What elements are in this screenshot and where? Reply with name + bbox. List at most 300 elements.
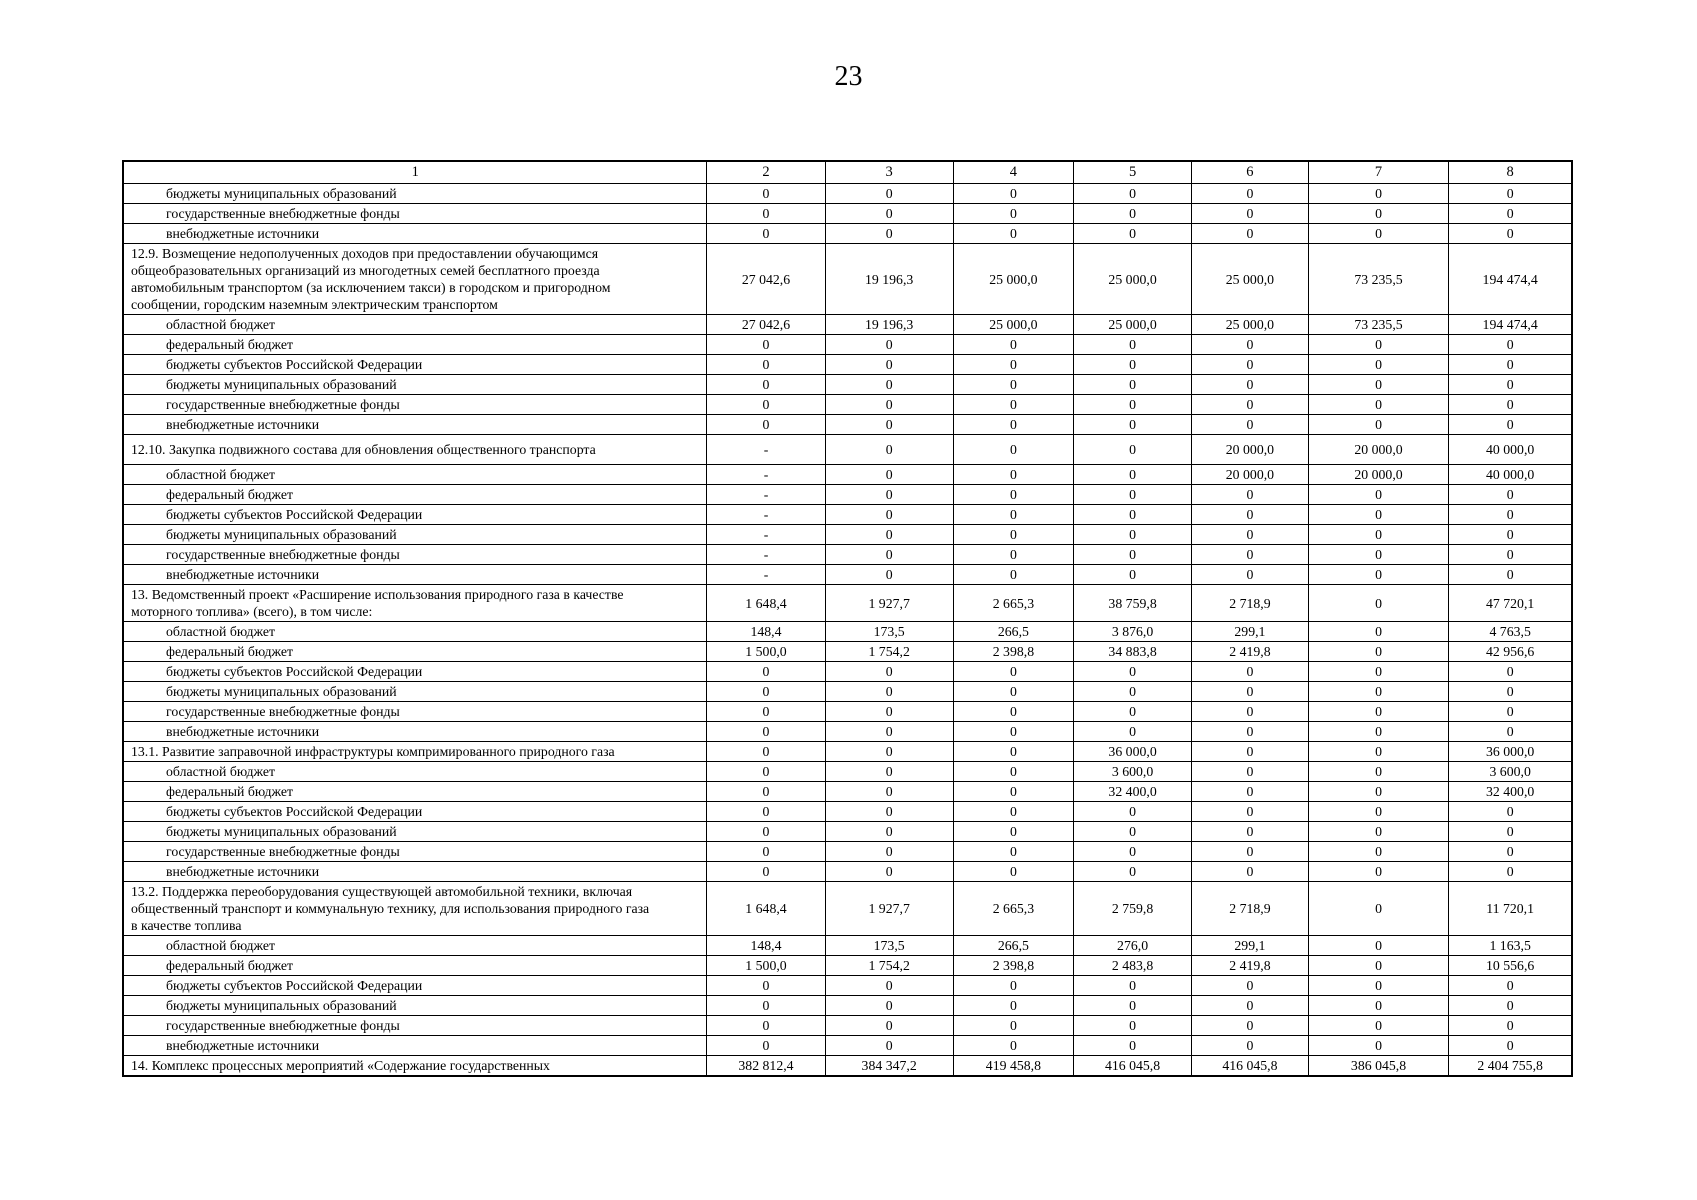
value-cell: 0 xyxy=(1074,996,1192,1016)
value-cell: 0 xyxy=(825,204,953,224)
value-cell: 0 xyxy=(1308,335,1449,355)
value-cell: 0 xyxy=(825,862,953,882)
value-cell: 0 xyxy=(707,702,825,722)
value-cell: 0 xyxy=(1308,956,1449,976)
value-cell: 0 xyxy=(1308,782,1449,802)
budget-source-row xyxy=(123,662,1572,682)
value-cell: 148,4 xyxy=(707,936,825,956)
value-cell: 27 042,6 xyxy=(707,315,825,335)
value-cell: 0 xyxy=(1308,682,1449,702)
value-cell: 1 163,5 xyxy=(1449,936,1572,956)
value-cell: 0 xyxy=(953,565,1073,585)
value-cell: 0 xyxy=(953,415,1073,435)
value-cell: 36 000,0 xyxy=(1449,742,1572,762)
value-cell: 0 xyxy=(1449,204,1572,224)
value-cell: 0 xyxy=(825,976,953,996)
value-cell: 386 045,8 xyxy=(1308,1056,1449,1077)
value-cell: 0 xyxy=(1308,662,1449,682)
value-cell: 0 xyxy=(953,335,1073,355)
budget-source-row xyxy=(123,802,1572,822)
row-label: областной бюджет xyxy=(123,465,707,485)
value-cell: - xyxy=(707,485,825,505)
budget-source-row xyxy=(123,642,1572,662)
row-label: внебюджетные источники xyxy=(123,862,707,882)
value-cell: 1 648,4 xyxy=(707,882,825,936)
value-cell: 0 xyxy=(1308,842,1449,862)
value-cell: 0 xyxy=(953,465,1073,485)
budget-source-row xyxy=(123,505,1572,525)
value-cell: 0 xyxy=(1074,862,1192,882)
column-number-header: 1 xyxy=(123,161,707,184)
value-cell: 0 xyxy=(1308,996,1449,1016)
row-label: 13.1. Развитие заправочной инфраструктуры компримированного природного газа xyxy=(123,742,707,762)
budget-source-row xyxy=(123,315,1572,335)
row-label: областной бюджет xyxy=(123,762,707,782)
value-cell: 266,5 xyxy=(953,622,1073,642)
value-cell: 0 xyxy=(1449,485,1572,505)
value-cell: 0 xyxy=(1449,375,1572,395)
value-cell: 0 xyxy=(1074,802,1192,822)
value-cell: 0 xyxy=(1074,465,1192,485)
row-label: бюджеты субъектов Российской Федерации xyxy=(123,976,707,996)
budget-source-row xyxy=(123,822,1572,842)
value-cell: 1 927,7 xyxy=(825,882,953,936)
value-cell: 0 xyxy=(707,355,825,375)
row-label: бюджеты муниципальных образований xyxy=(123,375,707,395)
value-cell: 0 xyxy=(1308,1036,1449,1056)
value-cell: 0 xyxy=(1074,395,1192,415)
value-cell: 0 xyxy=(1308,204,1449,224)
value-cell: 0 xyxy=(1192,1016,1309,1036)
value-cell: 0 xyxy=(1192,822,1309,842)
value-cell: 0 xyxy=(953,525,1073,545)
value-cell: 0 xyxy=(1449,525,1572,545)
row-label: бюджеты муниципальных образований xyxy=(123,682,707,702)
value-cell: 0 xyxy=(1192,1036,1309,1056)
value-cell: 0 xyxy=(1192,395,1309,415)
value-cell: 0 xyxy=(1308,742,1449,762)
row-label: 12.9. Возмещение недополученных доходов при предоставлении обучающимся общеобразовательных организаций из многодетных семей бесплатного проезда автомобильным транспортом (за исключением такси) в городском и пригородном сообщении, городским наземным электрическим транспортом xyxy=(123,244,707,315)
budget-source-row xyxy=(123,395,1572,415)
row-label: внебюджетные источники xyxy=(123,722,707,742)
value-cell: 1 500,0 xyxy=(707,956,825,976)
value-cell: 0 xyxy=(1192,702,1309,722)
value-cell: 0 xyxy=(953,996,1073,1016)
value-cell: 0 xyxy=(1308,395,1449,415)
value-cell: 0 xyxy=(1074,355,1192,375)
row-label: бюджеты субъектов Российской Федерации xyxy=(123,355,707,375)
value-cell: 0 xyxy=(953,662,1073,682)
value-cell: 0 xyxy=(1308,822,1449,842)
value-cell: 0 xyxy=(1449,702,1572,722)
value-cell: 416 045,8 xyxy=(1192,1056,1309,1077)
value-cell: 11 720,1 xyxy=(1449,882,1572,936)
value-cell: 0 xyxy=(1449,802,1572,822)
value-cell: 0 xyxy=(825,545,953,565)
value-cell: 25 000,0 xyxy=(1074,244,1192,315)
value-cell: 0 xyxy=(707,682,825,702)
row-label: бюджеты муниципальных образований xyxy=(123,525,707,545)
value-cell: 0 xyxy=(953,862,1073,882)
value-cell: 0 xyxy=(707,722,825,742)
value-cell: 0 xyxy=(825,1016,953,1036)
value-cell: 25 000,0 xyxy=(953,315,1073,335)
value-cell: 0 xyxy=(1449,224,1572,244)
value-cell: 2 483,8 xyxy=(1074,956,1192,976)
value-cell: 0 xyxy=(1192,335,1309,355)
value-cell: 2 759,8 xyxy=(1074,882,1192,936)
value-cell: 0 xyxy=(953,204,1073,224)
row-label: бюджеты субъектов Российской Федерации xyxy=(123,802,707,822)
budget-source-row xyxy=(123,545,1572,565)
value-cell: 0 xyxy=(953,682,1073,702)
value-cell: 0 xyxy=(953,842,1073,862)
value-cell: 0 xyxy=(953,1036,1073,1056)
row-label: федеральный бюджет xyxy=(123,642,707,662)
value-cell: 40 000,0 xyxy=(1449,435,1572,465)
value-cell: 0 xyxy=(707,662,825,682)
value-cell: 0 xyxy=(1192,184,1309,204)
row-label: 14. Комплекс процессных мероприятий «Содержание государственных xyxy=(123,1056,707,1077)
value-cell: 1 754,2 xyxy=(825,642,953,662)
row-label: внебюджетные источники xyxy=(123,415,707,435)
value-cell: 0 xyxy=(953,184,1073,204)
value-cell: 0 xyxy=(1192,976,1309,996)
value-cell: 2 419,8 xyxy=(1192,642,1309,662)
value-cell: 47 720,1 xyxy=(1449,585,1572,622)
budget-source-row xyxy=(123,782,1572,802)
value-cell: 266,5 xyxy=(953,936,1073,956)
value-cell: 25 000,0 xyxy=(1192,244,1309,315)
budget-source-row xyxy=(123,485,1572,505)
value-cell: 0 xyxy=(707,996,825,1016)
row-label: государственные внебюджетные фонды xyxy=(123,842,707,862)
value-cell: 0 xyxy=(1449,1036,1572,1056)
value-cell: 2 419,8 xyxy=(1192,956,1309,976)
value-cell: 0 xyxy=(707,1016,825,1036)
value-cell: 0 xyxy=(1074,505,1192,525)
value-cell: 382 812,4 xyxy=(707,1056,825,1077)
value-cell: 0 xyxy=(953,435,1073,465)
value-cell: 0 xyxy=(1192,545,1309,565)
value-cell: 2 404 755,8 xyxy=(1449,1056,1572,1077)
value-cell: 0 xyxy=(1192,375,1309,395)
value-cell: 0 xyxy=(1192,722,1309,742)
value-cell: 0 xyxy=(825,435,953,465)
value-cell: 0 xyxy=(1074,375,1192,395)
value-cell: 0 xyxy=(1449,565,1572,585)
value-cell: 0 xyxy=(953,702,1073,722)
value-cell: 0 xyxy=(1449,722,1572,742)
program-item-row xyxy=(123,1056,1572,1077)
value-cell: 0 xyxy=(1192,682,1309,702)
row-label: государственные внебюджетные фонды xyxy=(123,204,707,224)
value-cell: 0 xyxy=(1308,1016,1449,1036)
value-cell: 148,4 xyxy=(707,622,825,642)
column-number-header: 7 xyxy=(1308,161,1449,184)
row-label: федеральный бюджет xyxy=(123,335,707,355)
value-cell: 1 754,2 xyxy=(825,956,953,976)
value-cell: 0 xyxy=(825,184,953,204)
value-cell: 0 xyxy=(707,204,825,224)
value-cell: 42 956,6 xyxy=(1449,642,1572,662)
value-cell: 0 xyxy=(825,742,953,762)
value-cell: 0 xyxy=(1308,375,1449,395)
budget-source-row xyxy=(123,1036,1572,1056)
value-cell: 0 xyxy=(1449,862,1572,882)
value-cell: 0 xyxy=(825,335,953,355)
program-item-row xyxy=(123,882,1572,936)
value-cell: 0 xyxy=(1449,545,1572,565)
value-cell: 19 196,3 xyxy=(825,315,953,335)
value-cell: 20 000,0 xyxy=(1192,435,1309,465)
value-cell: 0 xyxy=(707,184,825,204)
value-cell: 40 000,0 xyxy=(1449,465,1572,485)
value-cell: 0 xyxy=(953,505,1073,525)
value-cell: 25 000,0 xyxy=(953,244,1073,315)
page-number: 23 xyxy=(834,61,863,92)
value-cell: 2 665,3 xyxy=(953,585,1073,622)
value-cell: 0 xyxy=(825,375,953,395)
value-cell: 0 xyxy=(1449,822,1572,842)
value-cell: 2 718,9 xyxy=(1192,882,1309,936)
row-label: 13.2. Поддержка переоборудования существующей автомобильной техники, включая общественный транспорт и коммунальную технику, для использования природного газа в качестве топлива xyxy=(123,882,707,936)
value-cell: 19 196,3 xyxy=(825,244,953,315)
row-label: областной бюджет xyxy=(123,315,707,335)
value-cell: 0 xyxy=(1449,1016,1572,1036)
value-cell: 0 xyxy=(1192,762,1309,782)
value-cell: - xyxy=(707,525,825,545)
value-cell: 0 xyxy=(953,224,1073,244)
value-cell: 0 xyxy=(1074,1036,1192,1056)
value-cell: 2 398,8 xyxy=(953,642,1073,662)
value-cell: 0 xyxy=(1449,395,1572,415)
value-cell: 0 xyxy=(707,822,825,842)
value-cell: 0 xyxy=(707,335,825,355)
budget-source-row xyxy=(123,1016,1572,1036)
value-cell: 0 xyxy=(825,722,953,742)
value-cell: - xyxy=(707,505,825,525)
column-number-header-row xyxy=(123,161,1572,184)
row-label: государственные внебюджетные фонды xyxy=(123,395,707,415)
value-cell: 0 xyxy=(1308,224,1449,244)
value-cell: 0 xyxy=(1074,565,1192,585)
value-cell: 0 xyxy=(1308,505,1449,525)
program-item-row xyxy=(123,585,1572,622)
value-cell: 73 235,5 xyxy=(1308,315,1449,335)
value-cell: 384 347,2 xyxy=(825,1056,953,1077)
value-cell: 194 474,4 xyxy=(1449,315,1572,335)
budget-source-row xyxy=(123,762,1572,782)
value-cell: 0 xyxy=(1449,335,1572,355)
value-cell: 0 xyxy=(1449,842,1572,862)
value-cell: 0 xyxy=(825,996,953,1016)
value-cell: - xyxy=(707,565,825,585)
row-label: государственные внебюджетные фонды xyxy=(123,545,707,565)
value-cell: 0 xyxy=(1192,565,1309,585)
value-cell: 0 xyxy=(825,355,953,375)
value-cell: 3 876,0 xyxy=(1074,622,1192,642)
value-cell: 1 927,7 xyxy=(825,585,953,622)
value-cell: 3 600,0 xyxy=(1074,762,1192,782)
value-cell: 0 xyxy=(1308,355,1449,375)
row-label: внебюджетные источники xyxy=(123,1036,707,1056)
value-cell: 0 xyxy=(1192,662,1309,682)
value-cell: 0 xyxy=(1192,742,1309,762)
budget-table xyxy=(122,160,1573,1077)
value-cell: 0 xyxy=(953,976,1073,996)
value-cell: 0 xyxy=(1308,762,1449,782)
value-cell: 0 xyxy=(1074,722,1192,742)
value-cell: 0 xyxy=(1074,682,1192,702)
value-cell: 0 xyxy=(825,525,953,545)
value-cell: 0 xyxy=(1192,842,1309,862)
value-cell: 0 xyxy=(1308,802,1449,822)
budget-source-row xyxy=(123,224,1572,244)
value-cell: 38 759,8 xyxy=(1074,585,1192,622)
row-label: бюджеты субъектов Российской Федерации xyxy=(123,662,707,682)
value-cell: 32 400,0 xyxy=(1449,782,1572,802)
value-cell: 0 xyxy=(1308,976,1449,996)
budget-source-row xyxy=(123,184,1572,204)
value-cell: 0 xyxy=(953,375,1073,395)
value-cell: 0 xyxy=(707,762,825,782)
value-cell: 0 xyxy=(1192,996,1309,1016)
value-cell: 0 xyxy=(953,802,1073,822)
value-cell: 0 xyxy=(707,395,825,415)
value-cell: 0 xyxy=(1308,862,1449,882)
row-label: 13. Ведомственный проект «Расширение использования природного газа в качестве моторного топлива» (всего), в том числе: xyxy=(123,585,707,622)
value-cell: 0 xyxy=(825,822,953,842)
value-cell: 0 xyxy=(825,465,953,485)
value-cell: 0 xyxy=(825,802,953,822)
value-cell: 0 xyxy=(1074,335,1192,355)
value-cell: 0 xyxy=(1449,976,1572,996)
value-cell: 0 xyxy=(1308,565,1449,585)
value-cell: 4 763,5 xyxy=(1449,622,1572,642)
value-cell: 0 xyxy=(953,782,1073,802)
value-cell: 0 xyxy=(1192,505,1309,525)
value-cell: 0 xyxy=(825,505,953,525)
value-cell: 0 xyxy=(707,862,825,882)
program-item-row xyxy=(123,742,1572,762)
value-cell: 0 xyxy=(1192,415,1309,435)
value-cell: - xyxy=(707,435,825,465)
value-cell: 0 xyxy=(825,1036,953,1056)
value-cell: 25 000,0 xyxy=(1074,315,1192,335)
value-cell: 0 xyxy=(1074,184,1192,204)
column-number-header: 3 xyxy=(825,161,953,184)
row-label: 12.10. Закупка подвижного состава для обновления общественного транспорта xyxy=(123,435,707,465)
value-cell: 0 xyxy=(1308,622,1449,642)
budget-source-row xyxy=(123,862,1572,882)
value-cell: 25 000,0 xyxy=(1192,315,1309,335)
value-cell: 0 xyxy=(1074,224,1192,244)
value-cell: 0 xyxy=(1074,204,1192,224)
value-cell: 0 xyxy=(1192,802,1309,822)
row-label: внебюджетные источники xyxy=(123,224,707,244)
budget-source-row xyxy=(123,722,1572,742)
budget-source-row xyxy=(123,335,1572,355)
value-cell: 0 xyxy=(1074,702,1192,722)
value-cell: 194 474,4 xyxy=(1449,244,1572,315)
value-cell: 0 xyxy=(707,1036,825,1056)
value-cell: 0 xyxy=(1449,415,1572,435)
value-cell: 0 xyxy=(1308,585,1449,622)
value-cell: 0 xyxy=(825,485,953,505)
value-cell: 0 xyxy=(825,565,953,585)
value-cell: 0 xyxy=(1074,485,1192,505)
value-cell: 0 xyxy=(825,782,953,802)
value-cell: 0 xyxy=(707,375,825,395)
value-cell: 0 xyxy=(953,762,1073,782)
value-cell: 0 xyxy=(825,662,953,682)
value-cell: 0 xyxy=(707,742,825,762)
value-cell: 0 xyxy=(1308,702,1449,722)
value-cell: 0 xyxy=(1192,525,1309,545)
row-label: областной бюджет xyxy=(123,936,707,956)
value-cell: 0 xyxy=(1074,976,1192,996)
value-cell: 10 556,6 xyxy=(1449,956,1572,976)
value-cell: 0 xyxy=(1074,415,1192,435)
budget-source-row xyxy=(123,204,1572,224)
row-label: бюджеты муниципальных образований xyxy=(123,822,707,842)
value-cell: 0 xyxy=(1074,525,1192,545)
value-cell: 0 xyxy=(825,702,953,722)
value-cell: 0 xyxy=(1308,722,1449,742)
column-number-header: 5 xyxy=(1074,161,1192,184)
value-cell: 0 xyxy=(1192,485,1309,505)
value-cell: 1 648,4 xyxy=(707,585,825,622)
value-cell: 0 xyxy=(953,822,1073,842)
value-cell: 0 xyxy=(1192,782,1309,802)
value-cell: 1 500,0 xyxy=(707,642,825,662)
value-cell: 0 xyxy=(953,485,1073,505)
value-cell: 0 xyxy=(825,395,953,415)
value-cell: 0 xyxy=(707,842,825,862)
value-cell: 0 xyxy=(1308,642,1449,662)
budget-source-row xyxy=(123,355,1572,375)
row-label: федеральный бюджет xyxy=(123,782,707,802)
value-cell: 0 xyxy=(825,682,953,702)
value-cell: 173,5 xyxy=(825,622,953,642)
value-cell: 0 xyxy=(1449,682,1572,702)
value-cell: 0 xyxy=(1074,842,1192,862)
value-cell: 0 xyxy=(1074,435,1192,465)
budget-source-row xyxy=(123,525,1572,545)
budget-source-row xyxy=(123,565,1572,585)
value-cell: 0 xyxy=(825,762,953,782)
value-cell: 3 600,0 xyxy=(1449,762,1572,782)
budget-source-row xyxy=(123,415,1572,435)
program-item-row xyxy=(123,244,1572,315)
value-cell: 0 xyxy=(825,224,953,244)
value-cell: 27 042,6 xyxy=(707,244,825,315)
budget-source-row xyxy=(123,702,1572,722)
value-cell: 419 458,8 xyxy=(953,1056,1073,1077)
value-cell: 416 045,8 xyxy=(1074,1056,1192,1077)
row-label: бюджеты муниципальных образований xyxy=(123,996,707,1016)
value-cell: 20 000,0 xyxy=(1192,465,1309,485)
value-cell: 0 xyxy=(1074,822,1192,842)
budget-source-row xyxy=(123,936,1572,956)
value-cell: 0 xyxy=(825,415,953,435)
value-cell: 0 xyxy=(707,782,825,802)
value-cell: 0 xyxy=(707,415,825,435)
value-cell: 73 235,5 xyxy=(1308,244,1449,315)
value-cell: 0 xyxy=(1308,184,1449,204)
value-cell: 0 xyxy=(953,545,1073,565)
